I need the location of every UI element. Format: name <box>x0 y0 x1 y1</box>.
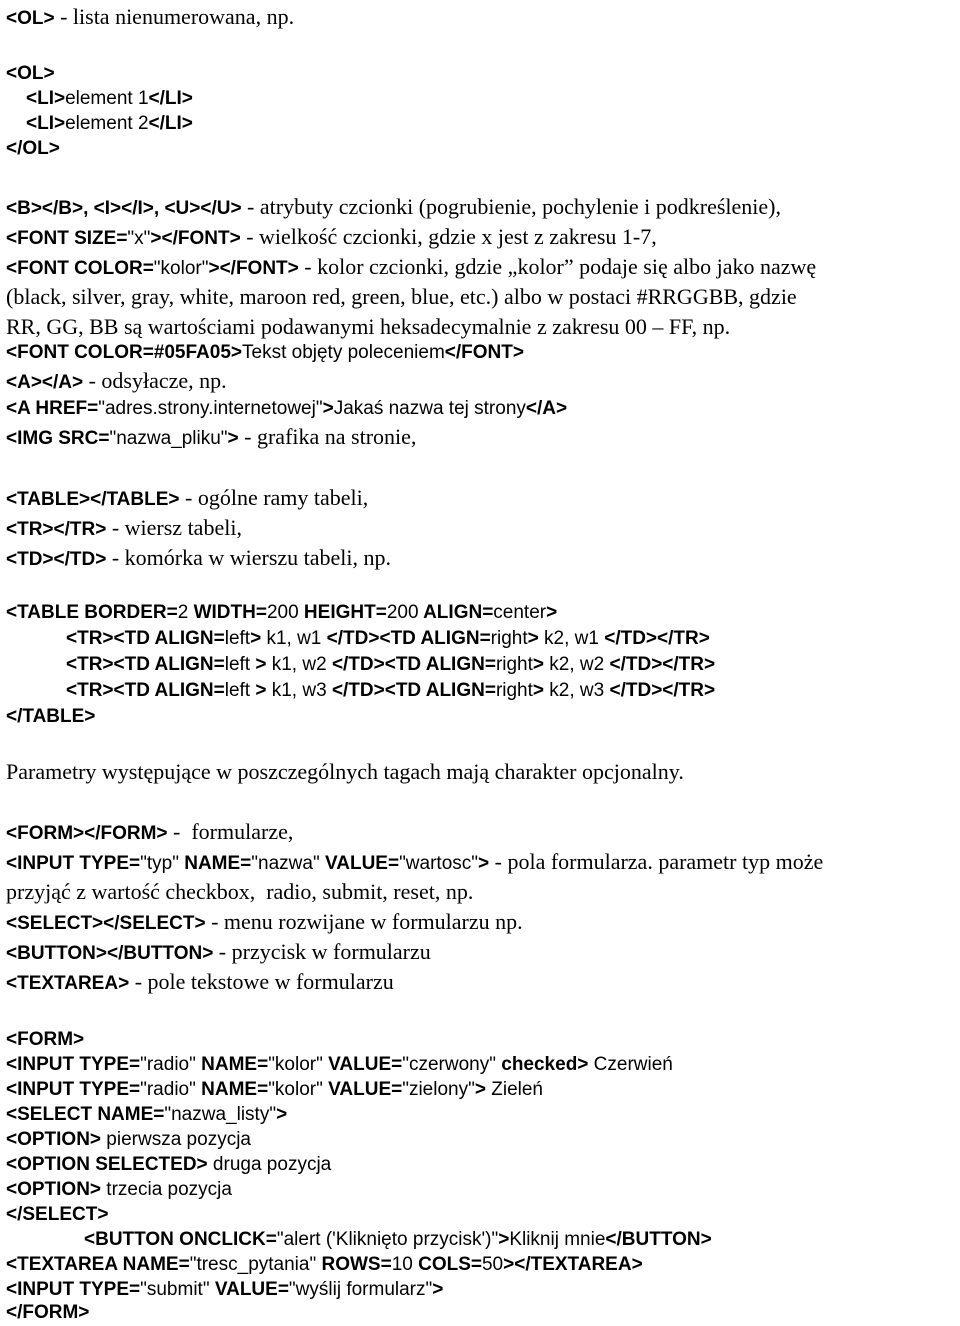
text-segment: "radio" <box>140 1079 196 1100</box>
text-segment: Kliknij mnie <box>509 1229 606 1250</box>
text-segment: <INPUT TYPE= <box>6 1279 141 1300</box>
text-segment: 10 <box>391 1254 413 1275</box>
code-line <box>6 1303 89 1322</box>
text-segment: - menu rozwijane w formularzu np. <box>205 909 523 934</box>
text-segment: k1, w1 <box>261 628 327 649</box>
code-line <box>26 114 193 133</box>
text-segment: "submit" <box>140 1279 210 1300</box>
code-line <box>6 1280 443 1299</box>
text-segment: </TD></TR> <box>609 680 716 701</box>
text-segment: "wyślij formularz" <box>288 1279 433 1300</box>
text-segment: - grafika na stronie, <box>238 424 417 449</box>
text-segment: </FONT> <box>444 342 524 363</box>
text-segment: <BUTTON ONCLICK= <box>84 1229 277 1250</box>
text-segment: > <box>474 1079 486 1100</box>
text-segment: - wiersz tabeli, <box>106 515 242 540</box>
text-segment: > <box>250 628 262 649</box>
text-segment: "kolor" <box>153 258 209 279</box>
text-segment: VALUE= <box>319 853 400 874</box>
text-line <box>6 881 473 903</box>
text-segment: trzecia pozycja <box>101 1179 232 1200</box>
code-line <box>6 1205 108 1224</box>
text-line <box>6 971 394 993</box>
text-segment: <INPUT TYPE= <box>6 1054 141 1075</box>
text-segment: <B></B>, <I></I>, <U></U> <box>6 198 242 219</box>
text-segment: <IMG SRC= <box>6 428 110 449</box>
text-segment: </BUTTON> <box>605 1229 712 1250</box>
text-segment: element 1 <box>65 88 149 109</box>
text-segment: <TEXTAREA> <box>6 973 130 994</box>
text-line <box>6 761 684 783</box>
text-segment: <INPUT TYPE= <box>6 853 141 874</box>
code-line <box>6 399 567 418</box>
text-segment: - pole tekstowe w formularzu <box>129 969 394 994</box>
text-segment: <OPTION> <box>6 1129 102 1150</box>
text-segment: - formularze, <box>167 819 294 844</box>
text-segment: 2 <box>177 602 189 623</box>
text-segment: left <box>224 628 251 649</box>
text-segment: > <box>322 398 334 419</box>
text-segment: </TABLE> <box>6 706 96 727</box>
text-segment: "kolor" <box>268 1079 323 1100</box>
code-line <box>6 343 524 362</box>
text-segment: - atrybuty czcionki (pogrubienie, pochylenie i podkreślenie), <box>241 194 781 219</box>
text-segment: VALUE= <box>322 1079 403 1100</box>
text-segment: - pola formularza. parametr typ może <box>489 849 824 874</box>
text-segment: "wartosc" <box>399 853 479 874</box>
text-segment: "kolor" <box>268 1054 323 1075</box>
text-segment: <A HREF= <box>6 398 99 419</box>
text-segment: right <box>495 654 533 675</box>
text-line <box>6 517 242 539</box>
text-segment: </LI> <box>148 88 193 109</box>
text-segment: <TD></TD> <box>6 549 107 570</box>
text-segment: </TD></TR> <box>604 628 710 649</box>
text-segment: "typ" <box>140 853 179 874</box>
text-segment: "adres.strony.internetowej" <box>98 398 323 419</box>
text-segment: <OL> <box>6 63 55 84</box>
text-segment: </A> <box>525 398 568 419</box>
text-segment: > <box>527 628 539 649</box>
text-segment: <OPTION> <box>6 1179 102 1200</box>
text-segment: checked> <box>495 1054 589 1075</box>
text-segment: </SELECT> <box>6 1204 109 1225</box>
text-segment: <INPUT TYPE= <box>6 1079 141 1100</box>
text-segment: VALUE= <box>322 1054 403 1075</box>
text-segment: left <box>224 654 256 675</box>
code-line <box>6 1080 543 1099</box>
text-segment: <TR><TD ALIGN= <box>66 628 225 649</box>
text-segment: - kolor czcionki, gdzie „kolor” podaje się albo jako nazwę <box>298 254 817 279</box>
text-line <box>6 547 391 569</box>
text-segment: <FONT COLOR= <box>6 258 154 279</box>
text-segment: </TD><TD ALIGN= <box>326 628 491 649</box>
text-segment: - wielkość czcionki, gdzie x jest z zakresu 1-7, <box>240 224 657 249</box>
text-segment: center <box>493 602 547 623</box>
text-segment: <TR></TR> <box>6 519 107 540</box>
text-segment: > <box>532 680 545 701</box>
text-line <box>6 316 730 338</box>
text-segment: <TR><TD ALIGN= <box>66 654 225 675</box>
code-line <box>6 1055 673 1074</box>
text-segment: <SELECT></SELECT> <box>6 913 206 934</box>
text-line <box>6 911 523 933</box>
text-segment: - przycisk w formularzu <box>213 939 431 964</box>
text-segment: WIDTH= <box>188 602 267 623</box>
text-segment: VALUE= <box>209 1279 289 1300</box>
text-segment: - ogólne ramy tabeli, <box>179 485 369 510</box>
text-segment: <TABLE BORDER= <box>6 602 178 623</box>
text-segment: k1, w2 <box>266 654 332 675</box>
text-segment: right <box>495 680 533 701</box>
text-segment: Parametry występujące w poszczególnych tagach mają charakter opcjonalny. <box>6 759 684 784</box>
text-segment: > <box>546 602 558 623</box>
text-segment: pierwsza pozycja <box>101 1129 251 1150</box>
text-segment: 200 <box>386 602 419 623</box>
code-line <box>66 629 710 648</box>
text-segment: > <box>532 654 545 675</box>
text-segment: > <box>432 1279 444 1300</box>
code-line <box>6 1105 287 1124</box>
text-segment: > <box>276 1104 288 1125</box>
text-segment: ></FONT> <box>208 258 299 279</box>
text-segment: ></FONT> <box>150 228 241 249</box>
text-segment: k1, w3 <box>266 680 332 701</box>
text-segment: </OL> <box>6 138 60 159</box>
code-line <box>6 139 60 158</box>
text-segment: </TD></TR> <box>609 654 716 675</box>
text-segment: </LI> <box>148 113 193 134</box>
text-segment: ROWS= <box>316 1254 392 1275</box>
text-line <box>6 256 816 278</box>
text-segment: <TR><TD ALIGN= <box>66 680 225 701</box>
text-segment: "zielony" <box>402 1079 475 1100</box>
code-line <box>6 1180 232 1199</box>
text-segment: 50 <box>481 1254 504 1275</box>
code-line <box>6 1255 643 1274</box>
text-segment: <OPTION SELECTED> <box>6 1154 208 1175</box>
text-segment: > <box>498 1229 510 1250</box>
text-segment: NAME= <box>178 853 252 874</box>
text-segment: "czerwony" <box>402 1054 496 1075</box>
text-segment: k2, w2 <box>544 654 610 675</box>
text-segment: <TABLE></TABLE> <box>6 489 180 510</box>
text-segment: NAME= <box>195 1054 269 1075</box>
code-line <box>66 681 715 700</box>
code-line <box>66 655 715 674</box>
text-segment: "nazwa_pliku" <box>109 428 228 449</box>
text-segment: <FORM> <box>6 1029 85 1050</box>
text-segment: "x" <box>127 228 151 249</box>
text-segment: (black, silver, gray, white, maroon red, green, blue, etc.) albo w postaci #RRGGBB, gdzie <box>6 284 797 309</box>
text-segment: przyjąć z wartość checkbox, radio, submit, reset, np. <box>6 879 474 904</box>
code-line <box>6 707 95 726</box>
text-segment: Jakaś nazwa tej strony <box>333 398 526 419</box>
text-segment: <FONT COLOR=#05FA05> <box>6 342 242 363</box>
text-segment: RR, GG, BB są wartościami podawanymi heksadecymalnie z zakresu 00 – FF, np. <box>6 314 731 339</box>
text-segment: "tresc_pytania" <box>189 1254 317 1275</box>
text-segment: right <box>490 628 528 649</box>
text-segment: <LI> <box>26 88 66 109</box>
text-segment: "nazwa_listy" <box>164 1104 277 1125</box>
text-segment: HEIGHT= <box>298 602 387 623</box>
text-segment: > <box>255 654 267 675</box>
text-segment: <OL> <box>6 8 55 29</box>
text-segment: Czerwień <box>588 1054 673 1075</box>
text-line <box>6 426 416 448</box>
text-segment: "radio" <box>140 1054 196 1075</box>
code-line <box>84 1230 712 1249</box>
text-segment: > <box>227 428 239 449</box>
text-segment: <FONT SIZE= <box>6 228 128 249</box>
text-segment: "nazwa" <box>251 853 320 874</box>
text-line <box>6 821 293 843</box>
text-segment: 200 <box>266 602 299 623</box>
text-segment: </TD><TD ALIGN= <box>331 654 496 675</box>
text-line <box>6 286 797 308</box>
text-segment: k2, w1 <box>538 628 605 649</box>
text-segment: k2, w3 <box>544 680 610 701</box>
text-line <box>6 487 368 509</box>
text-line <box>6 851 823 873</box>
text-segment: - lista nienumerowana, np. <box>54 4 295 29</box>
ol-description-line <box>6 6 294 28</box>
text-segment: <A></A> <box>6 372 84 393</box>
text-segment: - odsyłacze, np. <box>83 368 227 393</box>
text-line <box>6 226 657 248</box>
text-segment: <TEXTAREA NAME= <box>6 1254 190 1275</box>
code-line <box>6 603 557 622</box>
text-segment: <LI> <box>26 113 66 134</box>
code-line <box>6 1155 331 1174</box>
text-segment: ></TEXTAREA> <box>503 1254 643 1275</box>
code-line <box>26 89 193 108</box>
text-segment: Tekst objęty poleceniem <box>242 342 445 363</box>
text-segment: druga pozycja <box>207 1154 332 1175</box>
text-segment: COLS= <box>412 1254 482 1275</box>
text-segment: left <box>224 680 256 701</box>
code-line <box>6 1030 84 1049</box>
text-line <box>6 370 227 392</box>
text-segment: NAME= <box>195 1079 269 1100</box>
text-segment: > <box>478 853 490 874</box>
text-segment: <FORM></FORM> <box>6 823 168 844</box>
code-line <box>6 1130 251 1149</box>
text-segment: </FORM> <box>6 1302 90 1323</box>
text-line <box>6 196 781 218</box>
text-segment: "alert ('Kliknięto przycisk')" <box>276 1229 499 1250</box>
text-segment: </TD><TD ALIGN= <box>331 680 496 701</box>
text-line <box>6 941 431 963</box>
text-segment: ALIGN= <box>418 602 494 623</box>
text-segment: - komórka w wierszu tabeli, np. <box>106 545 392 570</box>
text-segment: <BUTTON></BUTTON> <box>6 943 214 964</box>
text-segment: element 2 <box>65 113 149 134</box>
text-segment: Zieleń <box>485 1079 543 1100</box>
text-segment: > <box>255 680 267 701</box>
text-segment: <SELECT NAME= <box>6 1104 165 1125</box>
code-line <box>6 64 55 83</box>
